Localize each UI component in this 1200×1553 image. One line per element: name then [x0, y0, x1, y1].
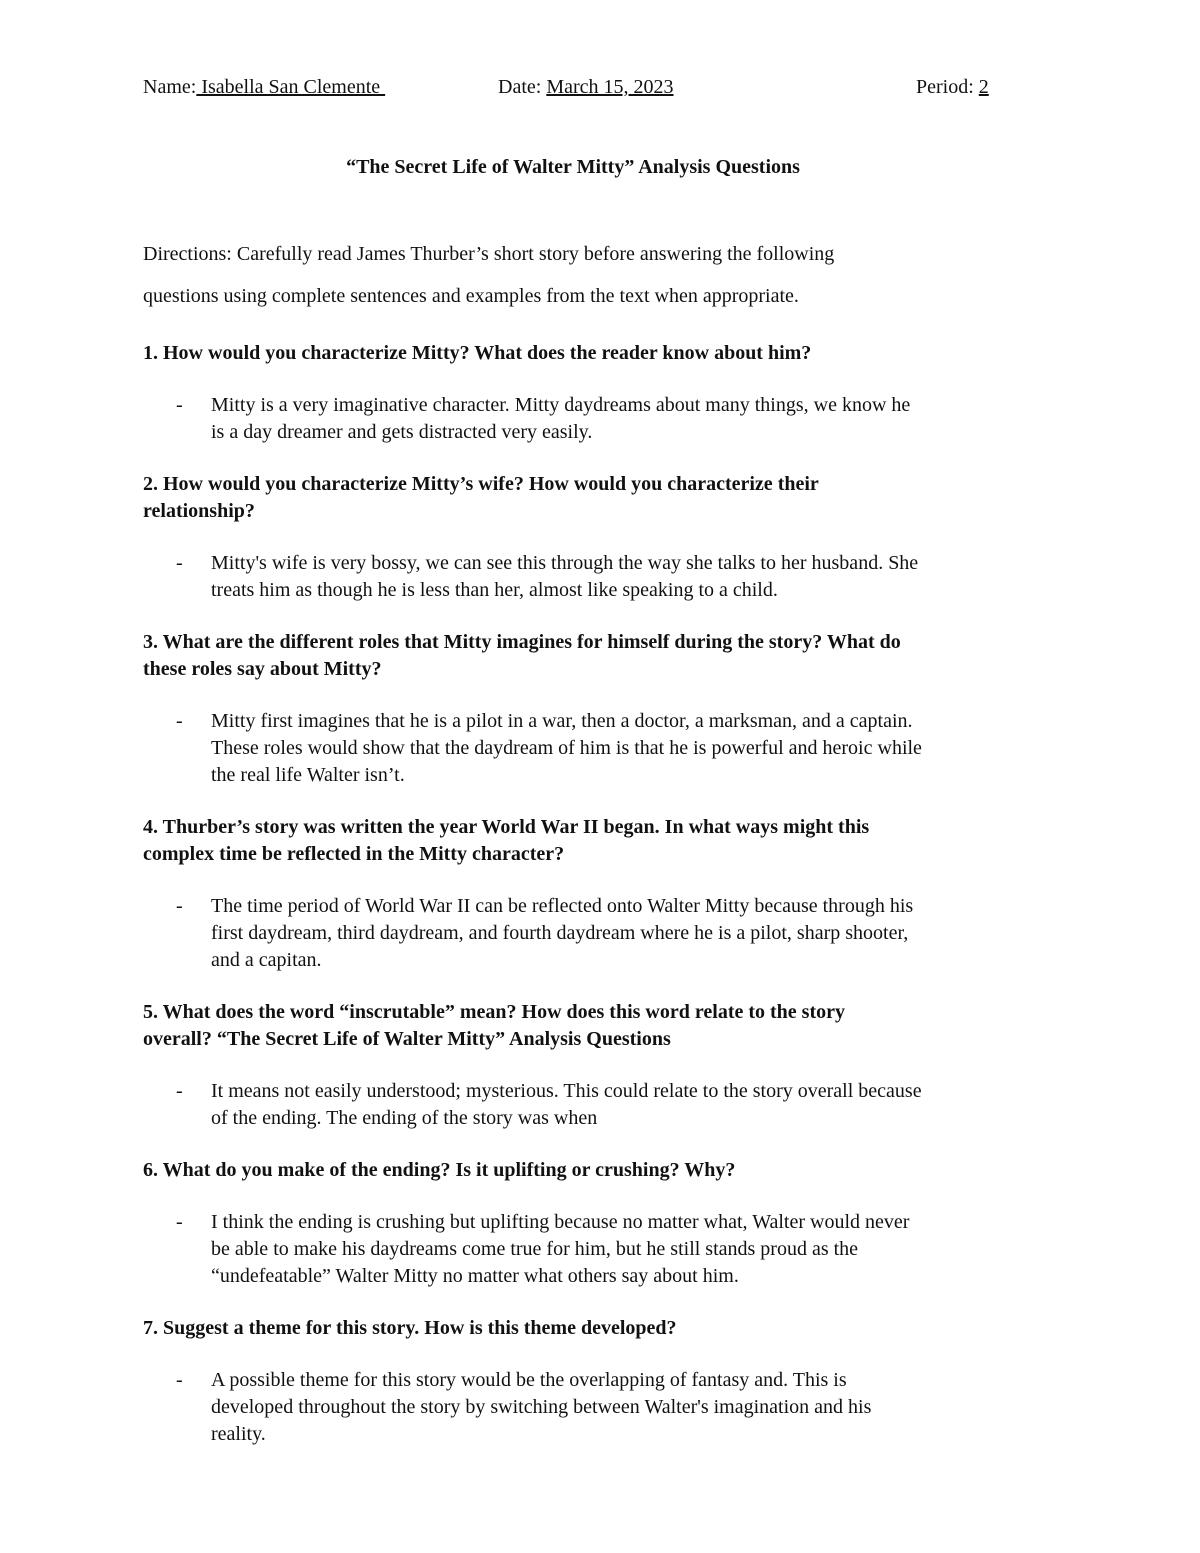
answer-line: Mitty's wife is very bossy, we can see this through the way she talks to her husband. She	[211, 552, 919, 574]
answer-line: I think the ending is crushing but uplifting because no matter what, Walter would never	[211, 1211, 910, 1233]
answer	[143, 708, 1073, 789]
answer	[143, 1209, 1073, 1290]
answer-line: Mitty first imagines that he is a pilot in a war, then a doctor, a marksman, and a captain.	[211, 710, 913, 732]
answer-line: first daydream, third daydream, and fourth daydream where he is a pilot, sharp shooter,	[211, 922, 909, 944]
answer	[143, 1078, 1073, 1132]
question-line: relationship?	[143, 500, 255, 522]
question-line: these roles say about Mitty?	[143, 658, 382, 680]
question	[143, 1157, 1073, 1184]
answer-line: It means not easily understood; mysterious. This could relate to the story overall because	[211, 1080, 922, 1102]
question-line: 1. How would you characterize Mitty? What does the reader know about him?	[143, 342, 812, 364]
date-field	[498, 74, 674, 100]
bullet-dash: -	[176, 710, 183, 732]
name-label: Name:	[143, 76, 197, 98]
question	[143, 629, 1073, 683]
answer-line: “undefeatable” Walter Mitty no matter what others say about him.	[211, 1265, 739, 1287]
bullet-dash: -	[176, 1369, 183, 1391]
answer-line: of the ending. The ending of the story was when	[211, 1107, 598, 1129]
date-label: Date:	[498, 76, 542, 98]
question-line: 5. What does the word “inscrutable” mean? How does this word relate to the story	[143, 1001, 846, 1023]
question-line: 4. Thurber’s story was written the year World War II began. In what ways might this	[143, 816, 870, 838]
question-line: 2. How would you characterize Mitty’s wife? How would you characterize their	[143, 473, 819, 495]
answer	[143, 550, 1073, 604]
bullet-dash: -	[176, 1211, 183, 1233]
questions-list	[143, 340, 1073, 1448]
period-field	[916, 74, 989, 100]
question	[143, 340, 1073, 367]
question-line: 7. Suggest a theme for this story. How is this theme developed?	[143, 1317, 677, 1339]
question	[143, 1315, 1073, 1342]
answer-line: and a capitan.	[211, 949, 322, 971]
answer	[143, 1367, 1073, 1448]
directions-line: questions using complete sentences and examples from the text when appropriate.	[143, 285, 799, 307]
answer-line: the real life Walter isn’t.	[211, 764, 405, 786]
bullet-dash: -	[176, 895, 183, 917]
bullet-dash: -	[176, 1080, 183, 1102]
period-value: 2	[978, 76, 989, 98]
question	[143, 999, 1073, 1053]
question-line: overall? “The Secret Life of Walter Mitty” Analysis Questions	[143, 1028, 671, 1050]
name-field	[143, 74, 385, 100]
period-label: Period:	[916, 76, 974, 98]
answer-line: These roles would show that the daydream of him is that he is powerful and heroic while	[211, 737, 922, 759]
bullet-dash: -	[176, 394, 183, 416]
answer-line: reality.	[211, 1423, 266, 1445]
question-line: 3. What are the different roles that Mitty imagines for himself during the story? What do	[143, 631, 901, 653]
answer-line: is a day dreamer and gets distracted very easily.	[211, 421, 593, 443]
answer-line: Mitty is a very imaginative character. Mitty daydreams about many things, we know he	[211, 394, 911, 416]
answer-line: be able to make his daydreams come true for him, but he still stands proud as the	[211, 1238, 859, 1260]
name-value: Isabella San Clemente	[196, 76, 386, 98]
answer-line: developed throughout the story by switching between Walter's imagination and his	[211, 1396, 872, 1418]
answer-line: The time period of World War II can be reflected onto Walter Mitty because through his	[211, 895, 914, 917]
question	[143, 471, 1073, 525]
document-title: “The Secret Life of Walter Mitty” Analysis Questions	[346, 156, 800, 178]
answer-line: treats him as though he is less than her, almost like speaking to a child.	[211, 579, 778, 601]
answer	[143, 392, 1073, 446]
question-line: 6. What do you make of the ending? Is it uplifting or crushing? Why?	[143, 1159, 736, 1181]
answer	[143, 893, 1073, 974]
date-value: March 15, 2023	[546, 76, 674, 98]
directions	[143, 233, 834, 317]
directions-line: Directions: Carefully read James Thurber’s short story before answering the following	[143, 243, 835, 265]
bullet-dash: -	[176, 552, 183, 574]
question-line: complex time be reflected in the Mitty character?	[143, 843, 565, 865]
question	[143, 814, 1073, 868]
answer-line: A possible theme for this story would be the overlapping of fantasy and. This is	[211, 1369, 847, 1391]
